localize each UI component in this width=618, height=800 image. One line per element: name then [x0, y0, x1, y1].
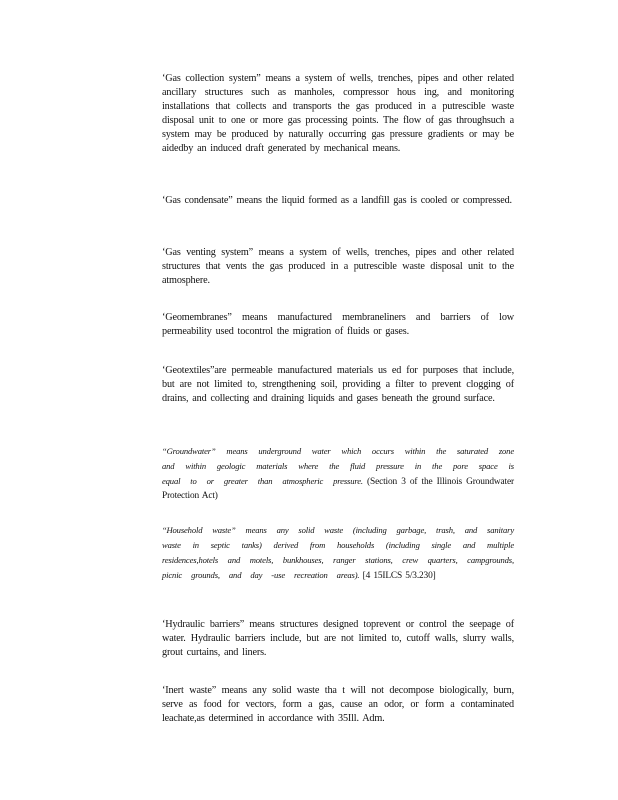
definition-italic-text: “Groundwater” means underground water which occurs within the saturated zone and within geologic materials where the fluid pressure in the pore space is equal to or greater than atmospheric pressure.	[162, 446, 514, 486]
definition-citation: [4 15ILCS 5/3.230]	[362, 570, 436, 581]
definition-text: ‘Inert waste” means any solid waste tha t will not decompose biologically, burn, serve as food for vectors, form a gas, cause an odor, or form a contaminated leachate,as determined in accordance with 35Ill. Adm.	[162, 685, 514, 724]
definition-hydraulic-barriers	[162, 618, 514, 660]
definition-groundwater	[162, 445, 514, 504]
definition-italic-text: ‘‘Household waste” means any solid waste (including garbage, trash, and sanitary waste in septic tanks) derived from households (including single and multiple residences,hotels and motels, bunkhouses, ranger stations, crew quarters, campgrounds, picnic grounds, and day -use recreation areas).	[162, 525, 514, 580]
definition-gas-condensate	[162, 194, 514, 208]
definition-gas-collection-system	[162, 72, 514, 155]
definition-geotextiles	[162, 364, 514, 406]
definition-geomembranes	[162, 311, 514, 339]
definition-text: ‘Hydraulic barriers” means structures designed toprevent or control the seepage of water. Hydraulic barriers include, but are not limited to, cutoff walls, slurry walls, grout curtains, and liners.	[162, 619, 514, 658]
definition-household-waste	[162, 524, 514, 584]
definition-text: ‘Gas collection system” means a system of wells, trenches, pipes and other related ancillary structures such as manholes, compressor hous ing, and monitoring installations that collects and transports the gas produced in a putrescible waste disposal unit to one or more gas processing points. The flow of gas throughsuch a system may be produced by naturally occurring gas pressure gradients or may be aidedby an induced draft generated by mechanical means.	[162, 73, 514, 154]
definition-text: ‘Gas venting system” means a system of wells, trenches, pipes and other related structures that vents the gas produced in a putrescible waste disposal unit to the atmosphere.	[162, 247, 514, 286]
definition-text: ‘Geomembranes” means manufactured membraneliners and barriers of low permeability used tocontrol the migration of fluids or gases.	[162, 312, 514, 337]
definition-gas-venting-system	[162, 246, 514, 288]
definition-citation: (Section 3 of the Illinois Groundwater Protection Act)	[162, 476, 514, 501]
definition-inert-waste	[162, 684, 514, 726]
definition-text: ‘Gas condensate” means the liquid formed as a landfill gas is cooled or compressed.	[162, 195, 512, 206]
definition-text: ‘Geotextiles”are permeable manufactured materials us ed for purposes that include, but are not limited to, strengthening soil, providing a filter to prevent clogging of drains, and collecting and draining liquids and gases beneath the ground surface.	[162, 365, 514, 404]
